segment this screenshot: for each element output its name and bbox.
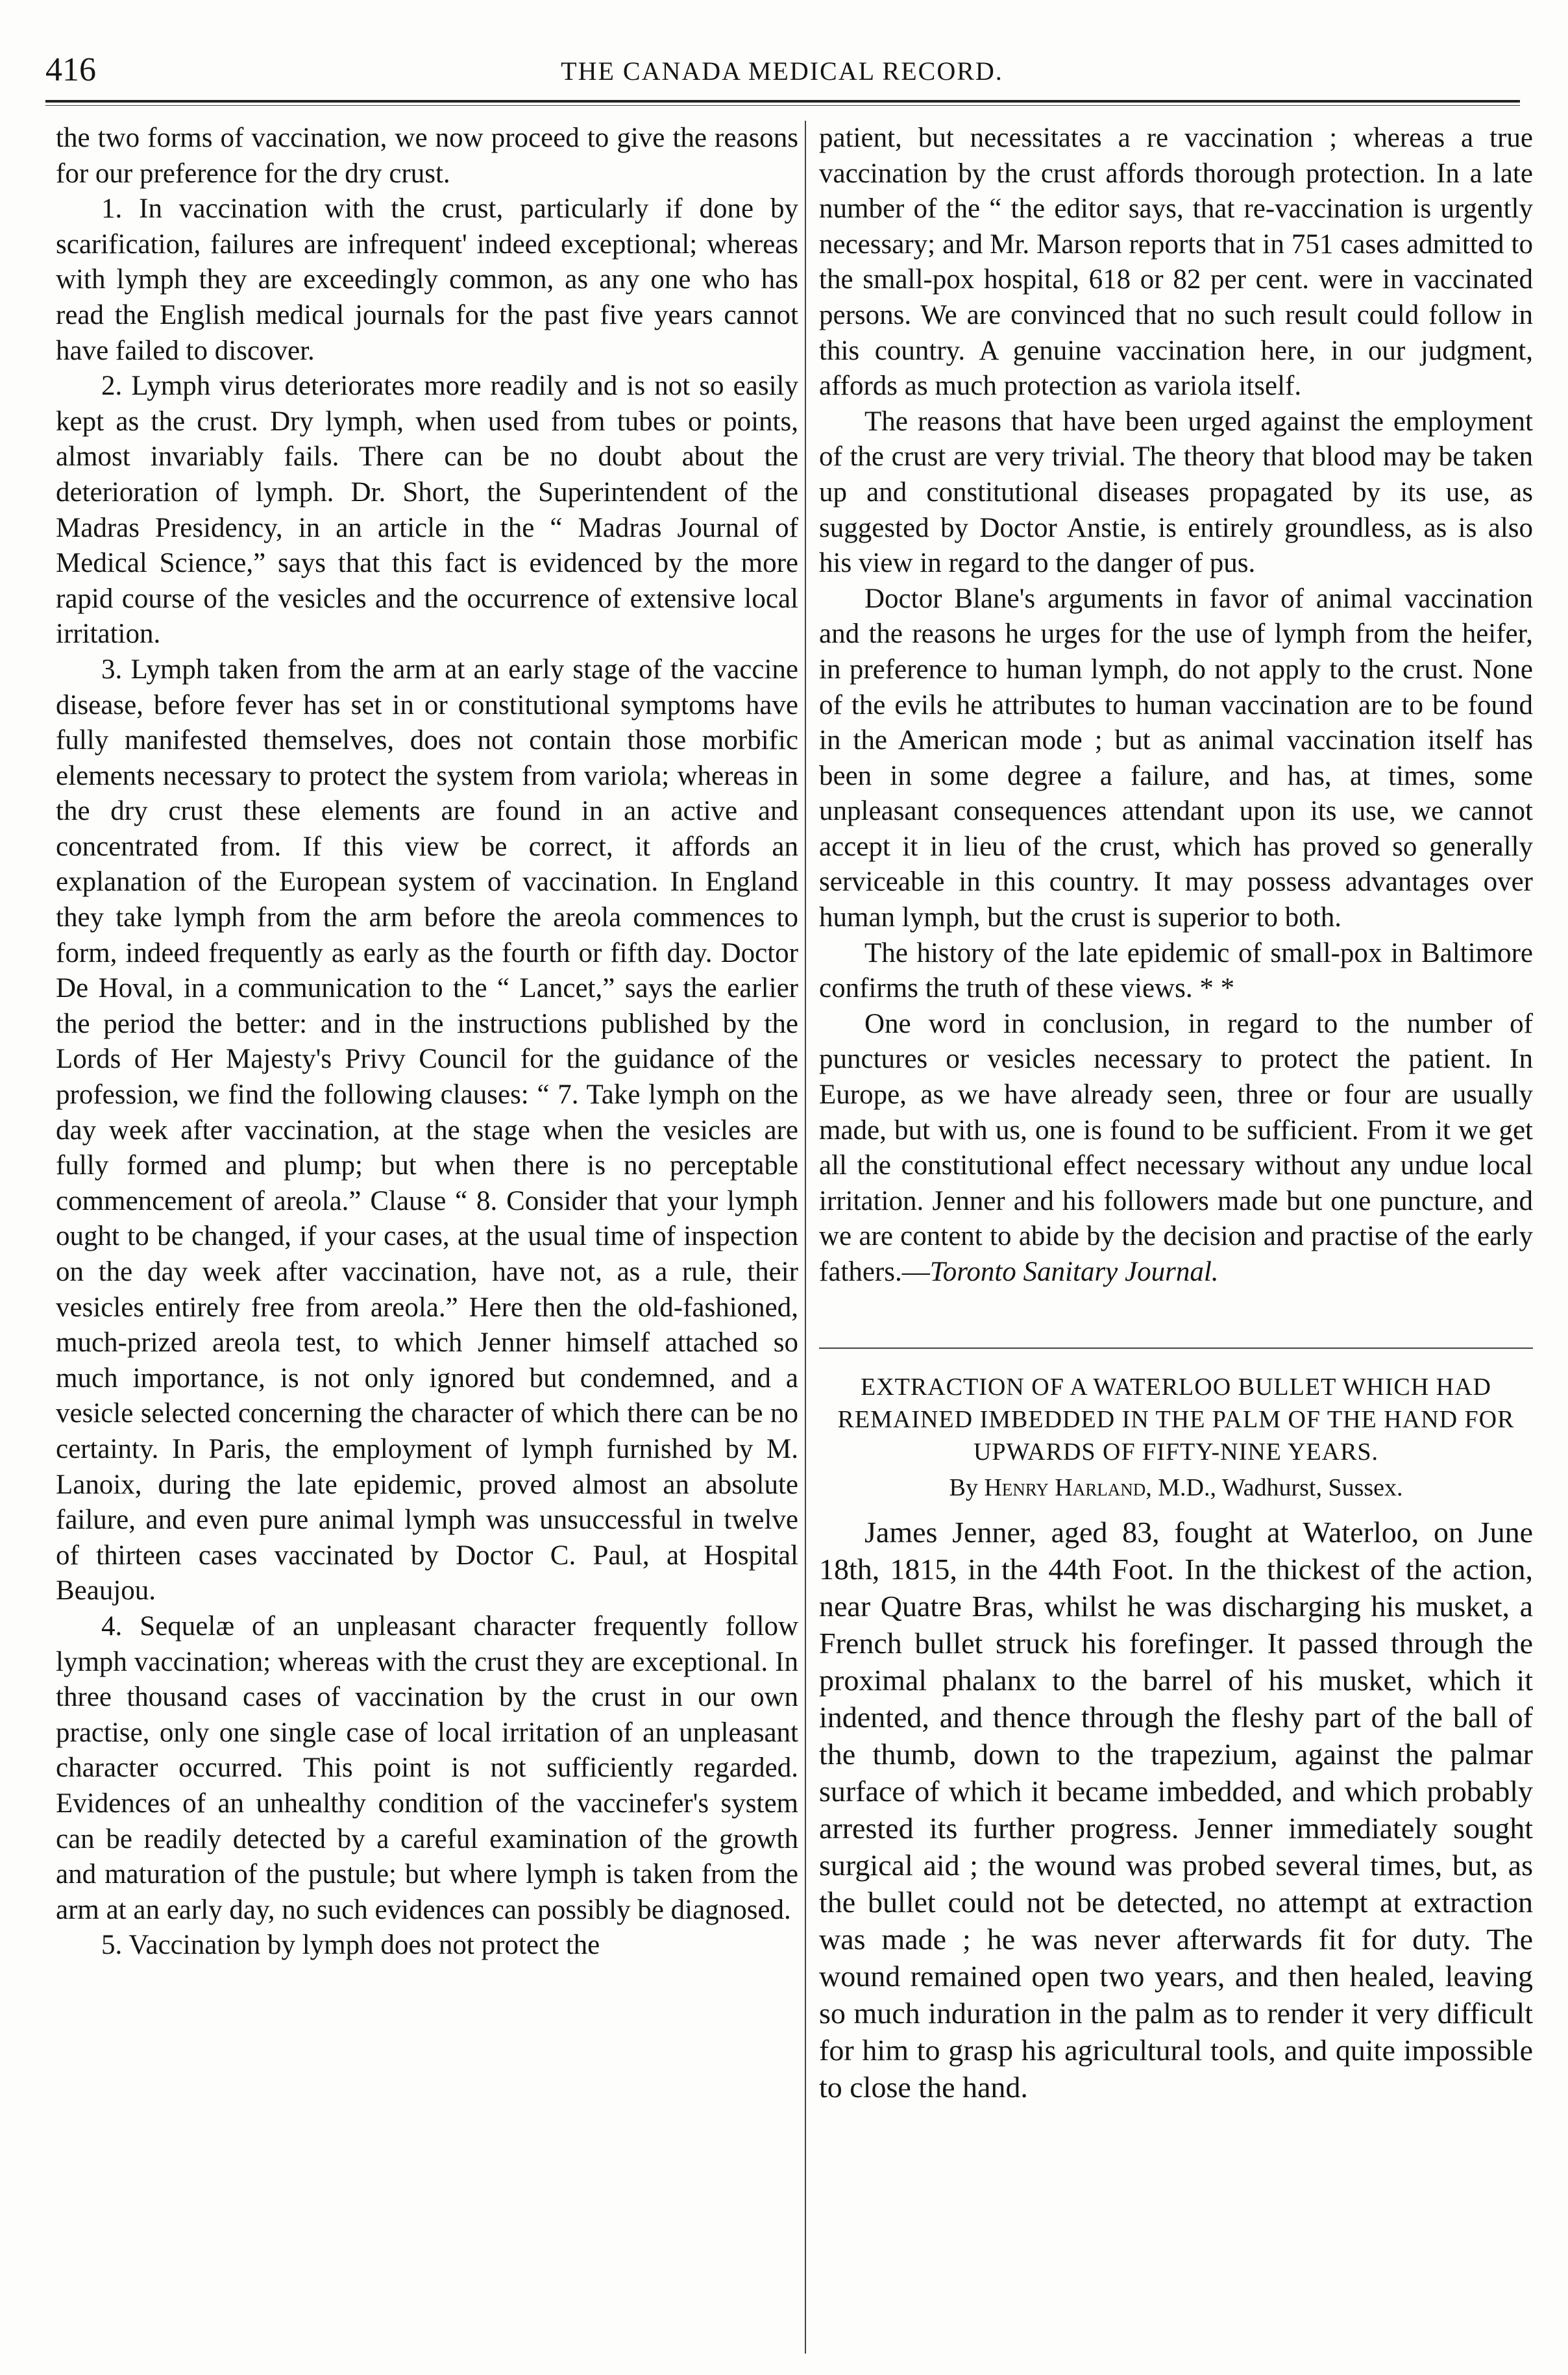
source-citation: Toronto Sanitary Journal.	[929, 1257, 1219, 1287]
paragraph: James Jenner, aged 83, fought at Waterloo, on June 18th, 1815, in the 44th Foot. In the thickest of the action, near Quatre Bras, whilst he was discharging his musket, a French bullet struck his forefinger. It passed through the proximal phalanx to the barrel of his musket, which it indented, and thence through the fleshy part of the ball of the thumb, down to the trapezium, against the palmar surface of which it became imbedded, and which probably arrested its further progress. Jenner immediately sought surgical aid ; the wound was probed several times, but, as the bullet could not be detected, no attempt at extraction was made ; he was never afterwards fit for duty. The wound remained open two years, and then healed, leaving so much induration in the palm as to render it very difficult for him to grasp his agricultural tools, and quite impossible to close the hand.	[819, 1515, 1533, 2104]
paragraph: 5. Vaccination by lymph does not protect the	[101, 1930, 600, 1961]
running-title: THE CANADA MEDICAL RECORD.	[561, 56, 1003, 86]
byline-prefix: By	[949, 1473, 978, 1501]
byline	[819, 1471, 1533, 1505]
paragraph: the two forms of vaccination, we now proceed to give the reasons for our preference for the dry crust.	[56, 123, 798, 189]
header-rule	[45, 100, 1520, 103]
paragraph: 3. Lymph taken from the arm at an early stage of the vaccine disease, before fever has set in or constitutional symptoms have fully manifested themselves, does not contain those morbific elements necessary to protect the system from variola; whereas in the dry crust these elements are found in an active and concentrated from. If this view be correct, it affords an explanation of the European system of vaccination. In England they take lymph from the arm before the areola commences to form, indeed frequently as early as the fourth or fifth day. Doctor De Hoval, in a communication to the “ Lancet,” says the earlier the period the better: and in the instructions published by the Lords of Her Majesty's Privy Council for the guidance of the profession, we find the following clauses: “ 7. Take lymph on the day week after vaccination, at the stage when the vesicles are fully formed and plump; but when there is no perceptable commencement of areola.” Clause “ 8. Consider that your lymph ought to be changed, if your cases, at the usual time of inspection on the day week after vaccination, have not, as a rule, their vesicles entirely free from areola.” Here then the old-fashioned, much-prized areola test, to which Jenner himself attached so much importance, is not only ignored but condemned, and a vesicle selected concerning the character of which there can be no certainty. In Paris, the employment of lymph furnished by M. Lanoix, during the late epidemic, proved almost an absolute failure, and even pure animal lymph was unsuccessful in twelve of thirteen cases vaccinated by Doctor C. Paul, at Hospital Beaujou.	[56, 654, 798, 1606]
paragraph: 2. Lymph virus deteriorates more readily and is not so easily kept as the crust. Dry lymph, when used from tubes or points, almost invariably fails. There can be no doubt about the deterioration of lymph. Dr. Short, the Superintendent of the Madras Presidency, in an article in the “ Madras Journal of Medical Science,” says that this fact is evidenced by the more rapid course of the vesicles and the occurrence of extensive local irritation.	[56, 371, 798, 650]
author-name: Henry Harland	[984, 1473, 1146, 1501]
paragraph: 1. In vaccination with the crust, particularly if done by scarification, failures are infrequent' indeed exceptional; whereas with lymph they are exceedingly common, as any one who has read the English medical journals for the past five years cannot have failed to discover.	[56, 193, 798, 366]
paragraph: Doctor Blane's arguments in favor of animal vaccination and the reasons he urges for the use of lymph from the heifer, in preference to human lymph, do not apply to the crust. None of the evils he attributes to human vaccination are to be found in the American mode ; but as animal vaccination itself has been in some degree a failure, and has, at times, some unpleasant consequences attendant upon its use, we cannot accept it in lieu of the crust, which has proved so generally serviceable in this country. It may possess advantages over human lymph, but the crust is superior to both.	[819, 583, 1533, 933]
paragraph: patient, but necessitates a re vaccination ; whereas a true vaccination by the crust affords thorough protection. In a late number of the “ the editor says, that re-vaccination is urgently necessary; and Mr. Marson reports that in 751 cases admitted to the small-pox hospital, 618 or 82 per cent. were in vaccinated persons. We are convinced that no such result could follow in this country. A genuine vaccination here, in our judgment, affords as much protection as variola itself.	[819, 123, 1533, 402]
paragraph	[819, 1007, 1533, 1290]
article-title: EXTRACTION OF A WATERLOO BULLET WHICH HAD REMAINED IMBEDDED IN THE PALM OF THE HAND FOR UPWARDS OF FIFTY-NINE YEARS.	[837, 1373, 1515, 1466]
header-rule-thin	[45, 105, 1520, 106]
page-header	[45, 51, 1519, 103]
right-column	[819, 121, 1533, 2354]
paragraph: 4. Sequelæ of an unpleasant character frequently follow lymph vaccination; whereas with the crust they are exceptional. In three thousand cases of vaccination by the crust in our own practise, only one single case of local irritation of an unpleasant character occurred. This point is not sufficiently regarded. Evidences of an unhealthy condition of the vaccinefer's system can be readily detected by a careful examination of the growth and maturation of the pustule; but where lymph is taken from the arm at an early day, no such evidences can possibly be diagnosed.	[56, 1610, 798, 1925]
article-separator	[819, 1347, 1533, 1349]
byline-suffix: , M.D., Wadhurst, Sussex.	[1145, 1473, 1403, 1501]
paragraph: The reasons that have been urged against the employment of the crust are very trivial. The theory that blood may be taken up and constitutional diseases propagated by its use, as suggested by Doctor Anstie, is entirely groundless, as is also his view in regard to the danger of pus.	[819, 406, 1533, 579]
left-column	[56, 121, 798, 2354]
paragraph: The history of the late epidemic of small-pox in Baltimore confirms the truth of these views. * *	[819, 937, 1533, 1004]
paragraph-text: One word in conclusion, in regard to the number of punctures or vesicles necessary to protect the patient. In Europe, as we have already seen, three or four are usually made, but with us, one is found to be sufficient. From it we get all the constitutional effect necessary without any undue local irritation. Jenner and his followers made but one puncture, and we are content to abide by the decision and practise of the early fathers.—	[819, 1008, 1533, 1287]
page-number: 416	[45, 51, 96, 88]
column-divider	[805, 121, 806, 2354]
